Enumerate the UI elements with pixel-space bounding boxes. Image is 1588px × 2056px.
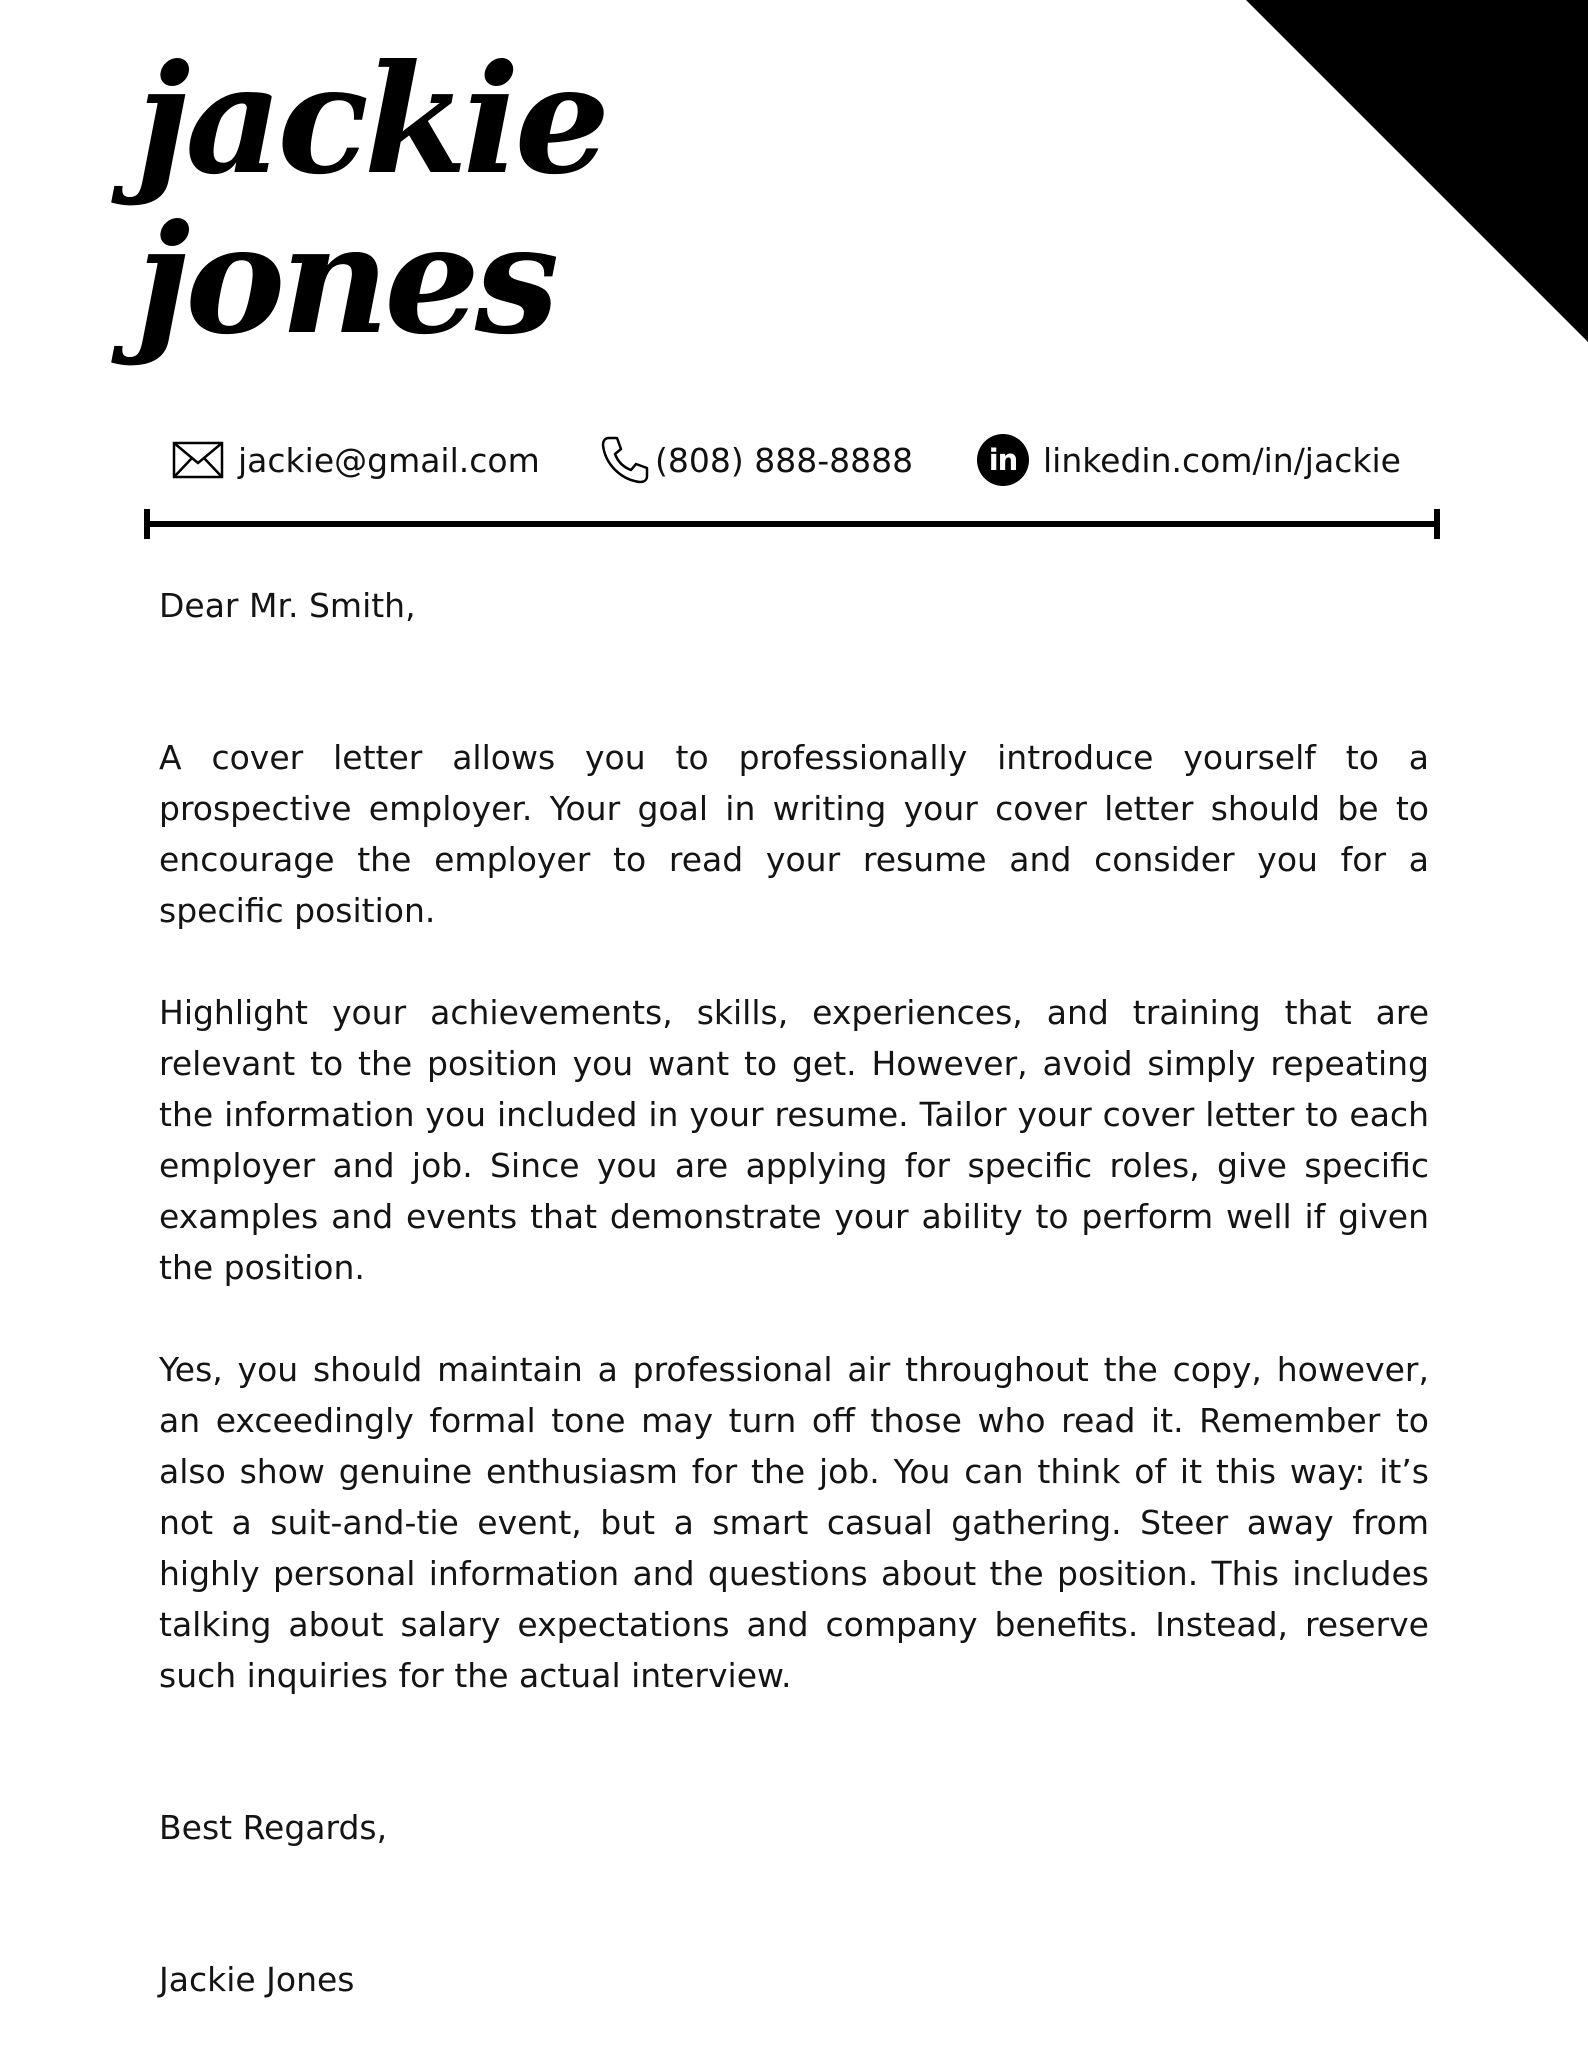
envelope-icon bbox=[172, 441, 224, 479]
linkedin-text: linkedin.com/in/jackie bbox=[1043, 440, 1401, 480]
corner-triangle-decoration bbox=[1246, 0, 1588, 342]
paragraph-intro: A cover letter allows you to professionally introduce yourself to a prospective employer. Your goal in writing your cover letter should be to encourage the employer to read your resume and consider you for a specific position. bbox=[159, 738, 1429, 930]
applicant-name bbox=[136, 32, 606, 368]
phone-icon bbox=[599, 434, 651, 486]
contact-linkedin[interactable] bbox=[977, 430, 1401, 490]
divider-bar bbox=[144, 521, 1440, 527]
email-text: jackie@gmail.com bbox=[238, 440, 540, 480]
linkedin-icon bbox=[977, 434, 1029, 486]
name-line-first: jackie bbox=[136, 32, 606, 208]
header-divider bbox=[144, 505, 1440, 541]
name-line-last: jones bbox=[136, 192, 555, 368]
phone-text: (808) 888-8888 bbox=[655, 440, 914, 480]
letter-body bbox=[159, 580, 1429, 2005]
contact-bar bbox=[172, 430, 1412, 490]
contact-phone[interactable] bbox=[599, 430, 913, 490]
signature: Jackie Jones bbox=[159, 1960, 355, 1999]
contact-email[interactable] bbox=[172, 430, 540, 490]
linkedin-badge: in bbox=[977, 434, 1029, 486]
salutation: Dear Mr. Smith, bbox=[159, 586, 416, 625]
divider-cap-left bbox=[144, 509, 150, 539]
paragraph-tone: Yes, you should maintain a professional air throughout the copy, however, an exceedingly formal tone may turn off those who read it. Remember to also show genuine enthusiasm for the job. You can think of it this way: it’s not a suit-and-tie event, but a smart casual gathering. Steer away from highly personal information and questions about the position. This includes talking about salary expectations and company benefits. Instead, reserve such inquiries for the actual interview. bbox=[159, 1350, 1429, 1695]
paragraph-highlights: Highlight your achievements, skills, experiences, and training that are relevant to the position you want to get. However, avoid simply repeating the information you included in your resume. Tailor your cover letter to each employer and job. Since you are applying for specific roles, give specific examples and events that demonstrate your ability to perform well if given the position. bbox=[159, 993, 1429, 1287]
closing: Best Regards, bbox=[159, 1808, 388, 1847]
divider-cap-right bbox=[1434, 509, 1440, 539]
